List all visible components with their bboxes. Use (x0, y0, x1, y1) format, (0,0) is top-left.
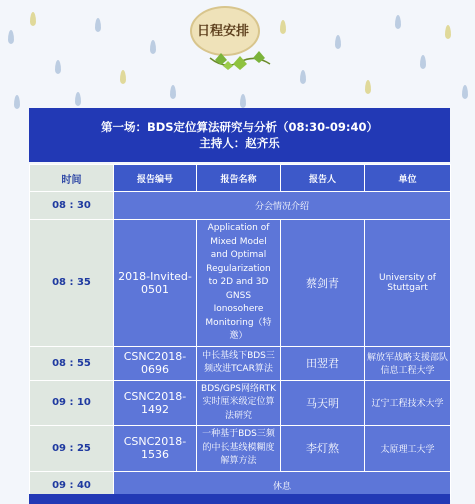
time-cell: 09 : 40 (30, 471, 114, 499)
ivy-leaves-icon (205, 48, 275, 76)
table-row (30, 220, 451, 347)
time-cell: 09 : 25 (30, 426, 114, 472)
table-row (30, 380, 451, 426)
speaker-cell: 蔡剑青 (281, 220, 365, 347)
title-text: 中长基线下BDS三频改进TCAR算法 (202, 350, 275, 374)
badge-title: 日程安排 (196, 24, 249, 39)
next-session-bar (29, 494, 450, 504)
merged-cell: 分会情况介绍 (114, 192, 451, 220)
unit-cell: 解放军战略支援部队信息工程大学 (365, 346, 451, 380)
title-cell (197, 220, 281, 347)
title-text: 一种基于BDS三频的中长基线模糊度解算方法 (202, 429, 275, 466)
code-cell: CSNC2018-1492 (114, 380, 197, 426)
code-cell: CSNC2018-1536 (114, 426, 197, 472)
table-row (30, 426, 451, 472)
col-header-name: 报告名称 (197, 165, 281, 192)
time-cell: 08 : 35 (30, 220, 114, 347)
code-cell: 2018-Invited-0501 (114, 220, 197, 347)
title-text: BDS/GPS网络RTK实时厘米级定位算法研究 (201, 383, 276, 421)
table-row (30, 346, 451, 380)
time-cell: 08 : 30 (30, 192, 114, 220)
code-cell: CSNC2018-0696 (114, 346, 197, 380)
session-header (29, 108, 450, 162)
merged-cell: 休息 (114, 471, 451, 499)
title-cell (197, 426, 281, 472)
unit-cell: 太原理工大学 (365, 426, 451, 472)
session-title: 第一场：BDS定位算法研究与分析（08:30-09:40） (100, 120, 379, 134)
col-header-code: 报告编号 (114, 165, 197, 192)
schedule-panel (29, 108, 450, 504)
col-header-time: 时间 (30, 165, 114, 192)
session-host: 主持人：赵齐乐 (199, 136, 280, 150)
schedule-table (29, 164, 451, 500)
table-row (30, 192, 451, 220)
schedule-badge (190, 6, 256, 52)
col-header-unit: 单位 (365, 165, 451, 192)
speaker-cell: 马天明 (281, 380, 365, 426)
col-header-speaker: 报告人 (281, 165, 365, 192)
time-cell: 08 : 55 (30, 346, 114, 380)
title-cell (197, 346, 281, 380)
unit-cell: 辽宁工程技术大学 (365, 380, 451, 426)
time-cell: 09 : 10 (30, 380, 114, 426)
speaker-cell: 李灯熬 (281, 426, 365, 472)
title-cell (197, 380, 281, 426)
table-header-row (30, 165, 451, 192)
unit-cell: University of Stuttgart (365, 220, 451, 347)
speaker-cell: 田翌君 (281, 346, 365, 380)
title-text: Application of Mixed Model and Optimal Regularization to 2D and 3D GNSS Ionosohere Monitoring（特邀） (205, 223, 272, 341)
